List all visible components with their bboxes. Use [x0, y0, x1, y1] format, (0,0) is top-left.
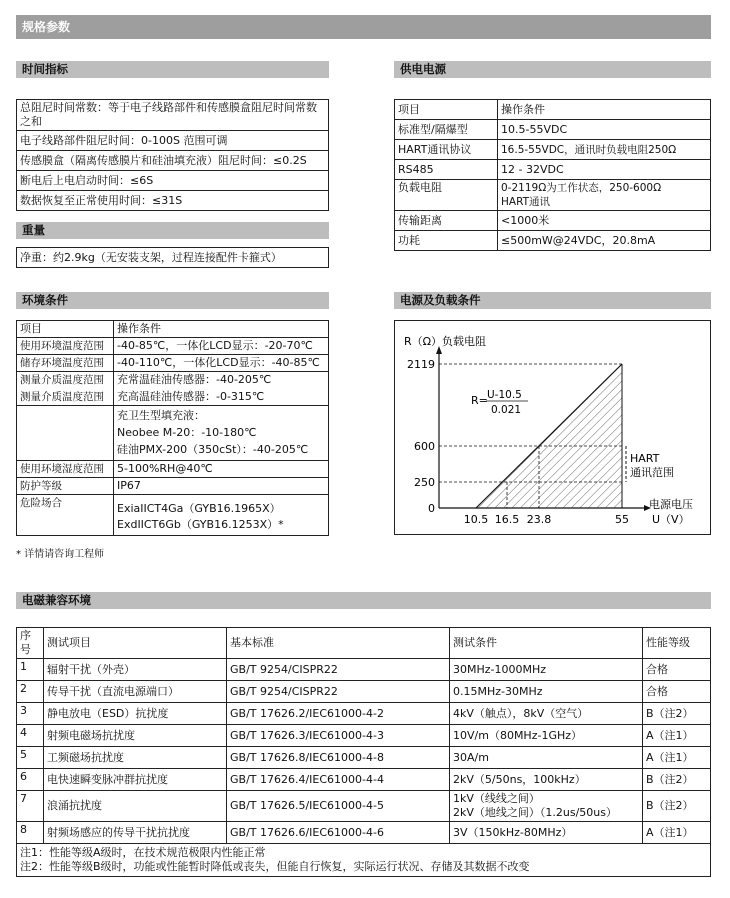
env-key-10: 危险场合	[20, 497, 62, 509]
emc-header-std: 基本标准	[227, 628, 450, 659]
weight-row: 净重：约2.9kg（无安装支架，过程连接配件卡箍式）	[17, 248, 329, 268]
table-row	[17, 628, 711, 659]
emc-cond-line: 30MHz-1000MHz	[453, 662, 547, 676]
table-row	[17, 461, 329, 478]
emc-cell-cond	[450, 822, 643, 844]
power-val-6: <1000米	[498, 211, 711, 231]
page-title: 规格参数	[16, 15, 711, 39]
time-row-4: 断电后上电启动时间：≤6S	[17, 171, 329, 191]
y-tick-label: 600	[414, 440, 435, 453]
table-row	[17, 844, 711, 877]
emc-cell-item: 射频电磁场抗扰度	[44, 725, 227, 747]
env-val-5: 充卫生型填充液：	[117, 409, 205, 422]
env-footnote: * 详情请咨询工程师	[16, 549, 105, 560]
emc-note-1: 注1：性能等级A级时，在技术规范极限内性能正常	[20, 846, 266, 859]
table-row	[17, 248, 329, 268]
emc-cell-item: 静电放电（ESD）抗扰度	[44, 703, 227, 725]
emc-cond-line: 30A/m	[453, 750, 489, 764]
x-tick-label: 10.5	[463, 513, 489, 526]
power-key-4: 负载电阻	[395, 180, 498, 211]
env-val-hazard	[114, 495, 329, 536]
env-val-10: ExiaIICT4Ga（GYB16.1965X）	[117, 502, 281, 515]
emc-cell-cond	[450, 769, 643, 791]
emc-cell-cond	[450, 725, 643, 747]
emc-cell-grade: B（注2）	[643, 791, 711, 822]
env-val-4: 充高温硅油传感器：-0-315℃	[117, 390, 265, 403]
chart-formula-lhs: R=	[471, 394, 488, 407]
emc-cell-grade: 合格	[643, 659, 711, 681]
table-row	[17, 791, 711, 822]
env-key-5	[17, 406, 114, 461]
emc-cell-no: 8	[17, 822, 44, 844]
emc-cell-grade: 合格	[643, 681, 711, 703]
emc-cond-line: 10V/m（80MHz-1GHz）	[453, 728, 583, 742]
power-key-6: 传输距离	[395, 211, 498, 231]
emc-cell-grade: B（注2）	[643, 769, 711, 791]
table-row	[395, 160, 711, 180]
chart-formula-num: U-10.5	[487, 389, 522, 401]
power-val-2: 16.5-55VDC，通讯时负载电阻250Ω	[498, 140, 711, 160]
table-row	[17, 372, 329, 406]
table-row	[17, 659, 711, 681]
env-val-sanitary	[114, 406, 329, 461]
power-key-2: HART通讯协议	[395, 140, 498, 160]
power-table	[394, 99, 711, 251]
table-row	[17, 495, 329, 536]
time-row-3: 传感膜盒（隔离传感膜片和硅油填充液）阻尼时间：≤0.2S	[17, 151, 329, 171]
emc-cell-no: 7	[17, 791, 44, 822]
power-key-3: RS485	[395, 160, 498, 180]
emc-cell-cond	[450, 681, 643, 703]
power-val-7: ≤500mW@24VDC，20.8mA	[498, 231, 711, 251]
env-key-8: 使用环境湿度范围	[17, 461, 114, 478]
table-row	[17, 681, 711, 703]
emc-cell-std: GB/T 17626.8/IEC61000-4-8	[227, 747, 450, 769]
time-row-1: 总阻尼时间常数：等于电子线路部件和传感膜盒阻尼时间常数之和	[17, 100, 329, 131]
table-row	[17, 191, 329, 211]
chart-hart-label-2: 通讯范围	[630, 466, 674, 479]
emc-cond-line: 2kV（5/50ns，100kHz）	[453, 772, 586, 786]
emc-cell-cond	[450, 791, 643, 822]
emc-header-item: 测试项目	[44, 628, 227, 659]
emc-cell-item: 传导干扰（直流电源端口）	[44, 681, 227, 703]
env-key-3: 测量介质温度范围	[20, 374, 104, 386]
emc-cell-std: GB/T 17626.4/IEC61000-4-4	[227, 769, 450, 791]
chart-plot	[407, 346, 651, 526]
emc-cell-no: 1	[17, 659, 44, 681]
emc-header-cond: 测试条件	[450, 628, 643, 659]
env-val-6: Neobee M-20：-10-180℃	[117, 426, 257, 439]
env-val-9: IP67	[114, 478, 329, 495]
table-row	[17, 725, 711, 747]
section-time: 时间指标	[16, 61, 329, 78]
table-row	[395, 180, 711, 211]
env-val-2: -40-110℃，一体化LCD显示：-40-85℃	[114, 355, 329, 372]
table-row	[395, 120, 711, 140]
power-key-7: 功耗	[395, 231, 498, 251]
emc-cell-no: 2	[17, 681, 44, 703]
emc-cell-grade: A（注1）	[643, 822, 711, 844]
emc-header-no: 序号	[17, 628, 44, 659]
chart-hart-label-1: HART	[630, 452, 660, 465]
emc-cell-item: 浪涌抗扰度	[44, 791, 227, 822]
emc-cell-std: GB/T 17626.6/IEC61000-4-6	[227, 822, 450, 844]
emc-cell-cond	[450, 747, 643, 769]
table-row	[395, 231, 711, 251]
emc-cell-no: 5	[17, 747, 44, 769]
env-key-4: 测量介质温度范围	[20, 391, 104, 403]
emc-cell-std: GB/T 17626.3/IEC61000-4-3	[227, 725, 450, 747]
env-header-item: 项目	[17, 321, 114, 338]
y-tick-label: 2119	[407, 358, 435, 371]
emc-cond-line: 4kV（触点），8kV（空气）	[453, 706, 589, 720]
table-row	[17, 338, 329, 355]
emc-cell-cond	[450, 703, 643, 725]
table-row	[17, 406, 329, 461]
env-val-3: 充常温硅油传感器：-40-205℃	[117, 373, 272, 386]
table-row	[17, 355, 329, 372]
env-table	[16, 320, 329, 536]
y-tick-label: 250	[414, 476, 435, 489]
emc-cell-cond	[450, 659, 643, 681]
chart-xlabel-2: U（V）	[652, 513, 690, 526]
emc-cell-grade: A（注1）	[643, 725, 711, 747]
env-header-cond: 操作条件	[114, 321, 329, 338]
power-header-item: 项目	[395, 100, 498, 120]
emc-cell-std: GB/T 17626.2/IEC61000-4-2	[227, 703, 450, 725]
env-val-1: -40-85℃，一体化LCD显示：-20-70℃	[114, 338, 329, 355]
section-power: 供电电源	[394, 61, 711, 78]
table-row	[17, 769, 711, 791]
emc-note-2: 注2：性能等级B级时，功能或性能暂时降低或丧失，但能自行恢复，实际运行状况、存储及其数据不改变	[20, 860, 530, 873]
chart-ylabel: R（Ω）负载电阻	[404, 335, 487, 348]
emc-cell-no: 4	[17, 725, 44, 747]
emc-header-grade: 性能等级	[643, 628, 711, 659]
time-row-5: 数据恢复至正常使用时间：≤31S	[17, 191, 329, 211]
env-key-1: 使用环境温度范围	[17, 338, 114, 355]
x-tick-label: 23.8	[526, 513, 552, 526]
env-key-hazard	[17, 495, 114, 536]
env-val-7: 硅油PMX-200（350cSt）：-40-205℃	[117, 443, 309, 456]
env-key-2: 储存环境温度范围	[17, 355, 114, 372]
x-tick-label: 16.5	[494, 513, 520, 526]
emc-cell-std: GB/T 9254/CISPR22	[227, 681, 450, 703]
table-row	[17, 151, 329, 171]
env-val-medium	[114, 372, 329, 406]
table-row	[17, 478, 329, 495]
power-val-4: 0-2119Ω为工作状态，250-600Ω	[501, 182, 662, 194]
table-row	[395, 140, 711, 160]
table-row	[395, 211, 711, 231]
emc-cell-grade: A（注1）	[643, 747, 711, 769]
table-row	[17, 747, 711, 769]
table-row	[17, 100, 329, 131]
emc-cell-item: 辐射干扰（外壳）	[44, 659, 227, 681]
chart-xlabel-1: 电源电压	[649, 498, 693, 511]
section-weight: 重量	[16, 222, 329, 239]
emc-cell-no: 3	[17, 703, 44, 725]
table-row	[17, 171, 329, 191]
power-val-1: 10.5-55VDC	[498, 120, 711, 140]
env-val-8: 5-100%RH@40℃	[114, 461, 329, 478]
load-chart	[394, 320, 711, 535]
emc-cond-line: 3V（150kHz-80MHz）	[453, 825, 573, 839]
table-row	[17, 321, 329, 338]
table-row	[17, 703, 711, 725]
emc-cell-item: 射频场感应的传导干扰抗扰度	[44, 822, 227, 844]
time-row-2: 电子线路部件阻尼时间：0-100S 范围可调	[17, 131, 329, 151]
emc-cell-no: 6	[17, 769, 44, 791]
emc-table	[16, 627, 711, 877]
table-row	[395, 100, 711, 120]
env-key-medium	[17, 372, 114, 406]
emc-cond-line-2: 2kV（地线之间）（1.2us/50us）	[453, 806, 617, 819]
emc-cell-std: GB/T 9254/CISPR22	[227, 659, 450, 681]
x-tick-label: 55	[615, 513, 629, 526]
emc-cond-line: 0.15MHz-30MHz	[453, 684, 543, 698]
weight-table	[16, 247, 329, 268]
power-val-5: HART通讯	[501, 196, 551, 208]
time-table	[16, 99, 329, 211]
table-row	[17, 131, 329, 151]
section-emc: 电磁兼容环境	[16, 592, 711, 609]
emc-cond-line: 1kV（线线之间）	[453, 792, 540, 805]
emc-cell-std: GB/T 17626.5/IEC61000-4-5	[227, 791, 450, 822]
power-val-load	[498, 180, 711, 211]
y-tick-label: 0	[428, 502, 435, 515]
power-val-3: 12 - 32VDC	[498, 160, 711, 180]
emc-cell-item: 电快速瞬变脉冲群抗扰度	[44, 769, 227, 791]
power-key-1: 标准型/隔爆型	[395, 120, 498, 140]
power-header-cond: 操作条件	[498, 100, 711, 120]
section-env: 环境条件	[16, 292, 329, 309]
env-val-11: ExdIICT6Gb（GYB16.1253X）*	[117, 518, 284, 531]
emc-notes	[17, 844, 711, 877]
emc-cell-item: 工频磁场抗扰度	[44, 747, 227, 769]
emc-cell-grade: B（注2）	[643, 703, 711, 725]
section-load: 电源及负载条件	[394, 292, 711, 309]
env-key-9: 防护等级	[17, 478, 114, 495]
chart-formula-den: 0.021	[491, 404, 522, 416]
table-row	[17, 822, 711, 844]
